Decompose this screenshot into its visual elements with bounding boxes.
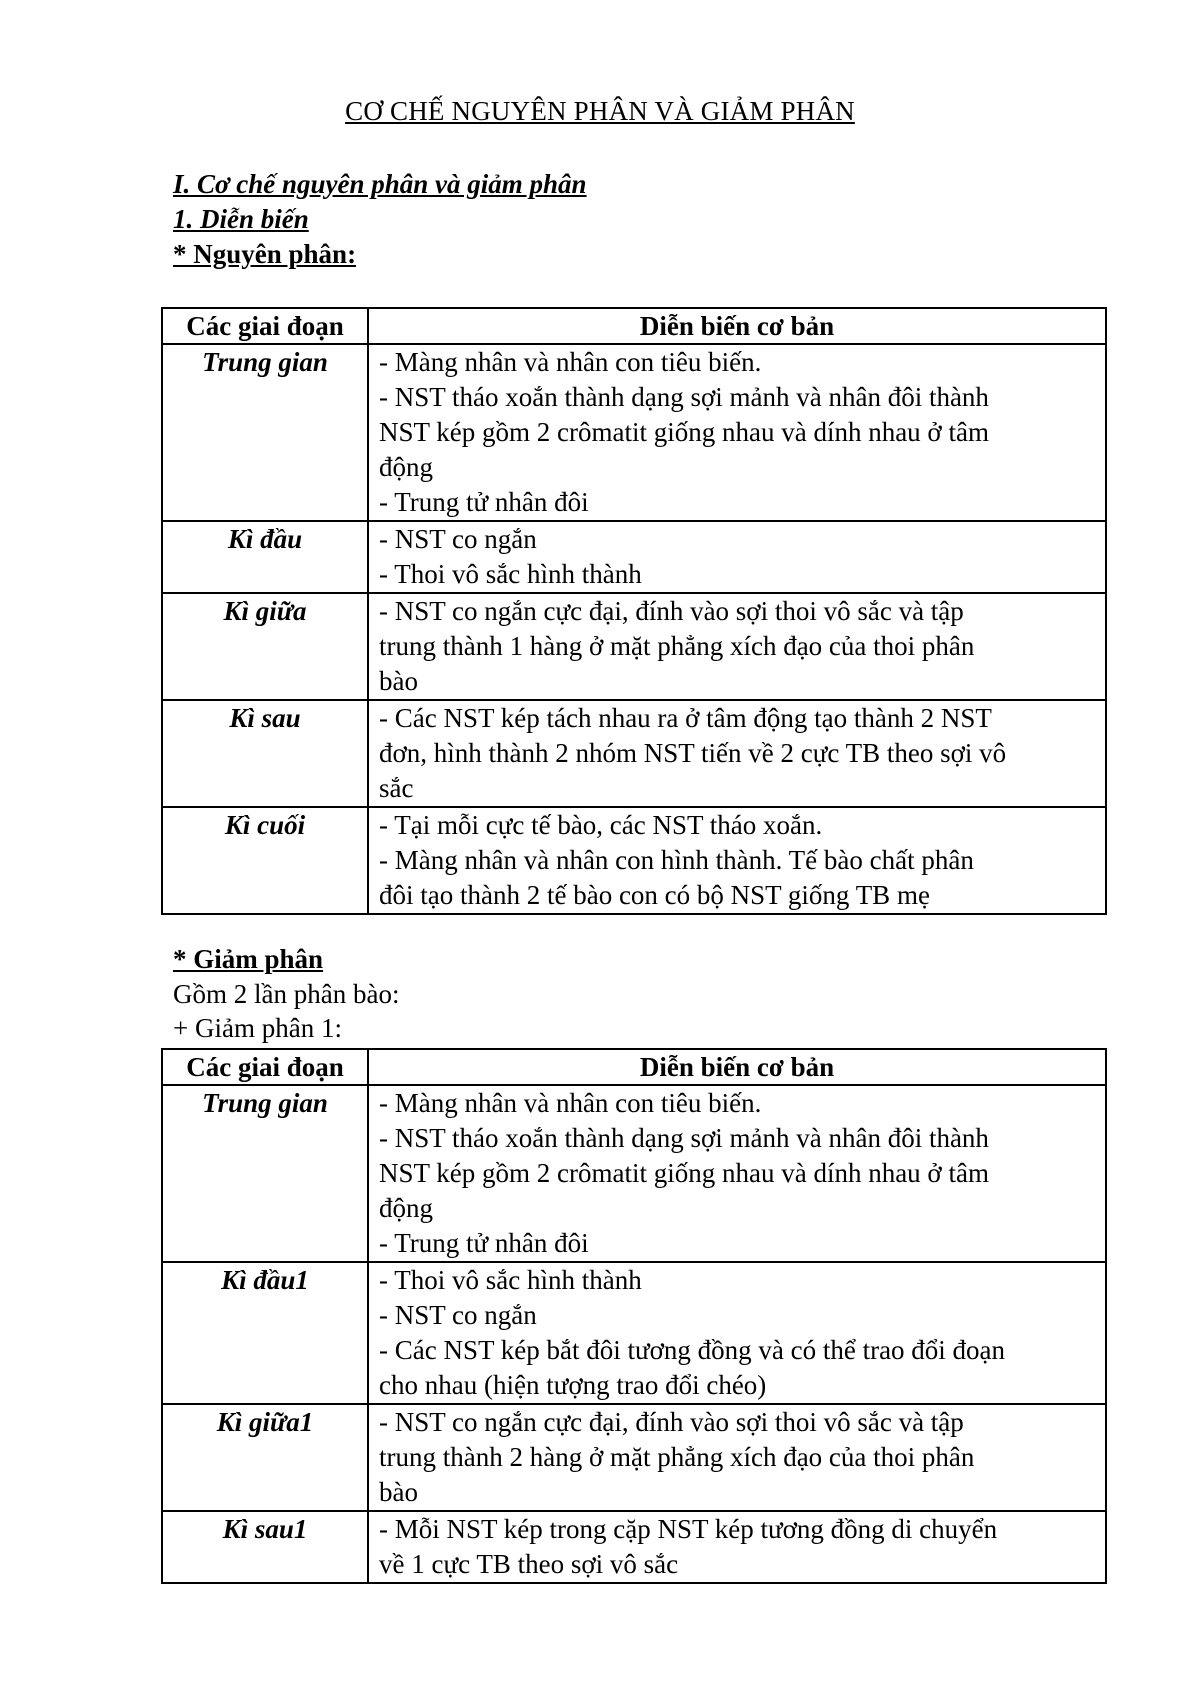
description-line: - NST co ngắn <box>379 524 537 554</box>
description-line: NST kép gồm 2 crômatit giống nhau và dính nhau ở tâm <box>379 417 989 447</box>
stage-description <box>368 1511 1106 1583</box>
meiosis-intro: Gồm 2 lần phân bào: <box>173 979 400 1009</box>
stage-name: Kì cuối <box>162 807 368 914</box>
description-line: NST kép gồm 2 crômatit giống nhau và dính nhau ở tâm <box>379 1158 989 1188</box>
stage-name: Kì đầu1 <box>162 1262 368 1404</box>
header-description: Diễn biến cơ bản <box>368 1049 1106 1085</box>
header-stage: Các giai đoạn <box>162 308 368 344</box>
description-line: - Thoi vô sắc hình thành <box>379 559 642 589</box>
header-stage: Các giai đoạn <box>162 1049 368 1085</box>
table-row <box>162 1262 1106 1404</box>
stage-description <box>368 700 1106 807</box>
description-line: - NST co ngắn cực đại, đính vào sợi thoi vô sắc và tập <box>379 1407 964 1437</box>
description-line: cho nhau (hiện tượng trao đổi chéo) <box>379 1370 767 1400</box>
description-line: đơn, hình thành 2 nhóm NST tiến về 2 cực TB theo sợi vô <box>379 738 1007 768</box>
description-line: - Màng nhân và nhân con hình thành. Tế bào chất phân <box>379 845 974 875</box>
description-line: - NST tháo xoắn thành dạng sợi mảnh và nhân đôi thành <box>379 382 989 412</box>
stage-description <box>368 344 1106 521</box>
table-row <box>162 593 1106 700</box>
description-line: bào <box>379 666 418 696</box>
description-line: - Các NST kép tách nhau ra ở tâm động tạo thành 2 NST <box>379 703 992 733</box>
description-line: - NST co ngắn cực đại, đính vào sợi thoi vô sắc và tập <box>379 596 964 626</box>
table-row <box>162 344 1106 521</box>
meiosis1-table <box>161 1048 1107 1584</box>
stage-description <box>368 1085 1106 1262</box>
header-description: Diễn biến cơ bản <box>368 308 1106 344</box>
description-line: - Màng nhân và nhân con tiêu biến. <box>379 347 762 377</box>
description-line: sắc <box>379 773 414 803</box>
stage-description <box>368 521 1106 593</box>
stage-description <box>368 1404 1106 1511</box>
stage-name: Trung gian <box>162 1085 368 1262</box>
description-line: bào <box>379 1477 418 1507</box>
description-line: trung thành 2 hàng ở mặt phẳng xích đạo của thoi phân <box>379 1442 975 1472</box>
description-line: - Tại mỗi cực tế bào, các NST tháo xoắn. <box>379 810 823 840</box>
stage-description <box>368 807 1106 914</box>
section-heading: I. Cơ chế nguyên phân và giảm phân <box>173 169 587 199</box>
page-title: CƠ CHẾ NGUYÊN PHÂN VÀ GIẢM PHÂN <box>345 96 855 126</box>
meiosis1-label: + Giảm phân 1: <box>173 1013 342 1043</box>
table-row <box>162 1511 1106 1583</box>
subsection-heading: 1. Diễn biến <box>173 204 309 234</box>
table-row <box>162 1085 1106 1262</box>
meiosis1-table-body <box>162 1085 1106 1583</box>
stage-description <box>368 593 1106 700</box>
meiosis-heading: * Giảm phân <box>173 944 324 974</box>
table-row <box>162 521 1106 593</box>
description-line: trung thành 1 hàng ở mặt phẳng xích đạo của thoi phân <box>379 631 975 661</box>
description-line: - Thoi vô sắc hình thành <box>379 1265 642 1295</box>
stage-name: Trung gian <box>162 344 368 521</box>
stage-name: Kì giữa <box>162 593 368 700</box>
description-line: động <box>379 452 433 482</box>
description-line: - Trung tử nhân đôi <box>379 1228 589 1258</box>
description-line: - Màng nhân và nhân con tiêu biến. <box>379 1088 762 1118</box>
description-line: đôi tạo thành 2 tế bào con có bộ NST giống TB mẹ <box>379 880 930 910</box>
description-line: - Trung tử nhân đôi <box>379 487 589 517</box>
stage-name: Kì sau <box>162 700 368 807</box>
mitosis-table-body <box>162 344 1106 914</box>
mitosis-heading: * Nguyên phân: <box>173 239 357 269</box>
description-line: động <box>379 1193 433 1223</box>
mitosis-table <box>161 307 1107 915</box>
description-line: về 1 cực TB theo sợi vô sắc <box>379 1549 679 1579</box>
table-header-row <box>162 1049 1106 1085</box>
table-row <box>162 700 1106 807</box>
stage-name: Kì đầu <box>162 521 368 593</box>
description-line: - NST tháo xoắn thành dạng sợi mảnh và nhân đôi thành <box>379 1123 989 1153</box>
table-row <box>162 807 1106 914</box>
stage-name: Kì giữa1 <box>162 1404 368 1511</box>
stage-name: Kì sau1 <box>162 1511 368 1583</box>
description-line: - NST co ngắn <box>379 1300 537 1330</box>
description-line: - Mỗi NST kép trong cặp NST kép tương đồng di chuyển <box>379 1514 998 1544</box>
table-row <box>162 1404 1106 1511</box>
table-header-row <box>162 308 1106 344</box>
description-line: - Các NST kép bắt đôi tương đồng và có thể trao đổi đoạn <box>379 1335 1006 1365</box>
stage-description <box>368 1262 1106 1404</box>
